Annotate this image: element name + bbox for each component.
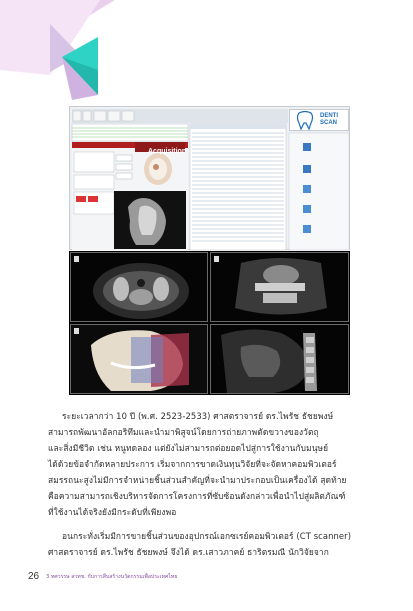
tooth-logo-icon <box>292 111 318 131</box>
body-line-2: สามารถพัฒนาอัลกอริทึมและนำมาพิสูจน์โดยการถ่ายภาพตัดขวางของวัตถุ <box>48 427 319 437</box>
3d-skull-render <box>71 325 208 394</box>
logo-text-line1: DENTI <box>320 113 338 119</box>
page-number: 26 <box>28 571 40 582</box>
acquisition-label: Acquisition <box>148 148 187 155</box>
acquisition-window <box>69 106 350 250</box>
axial-slice-image <box>71 253 208 322</box>
sagittal-slice-image <box>211 325 349 394</box>
software-screenshot-figure <box>69 106 350 395</box>
3d-view-panel <box>70 324 208 394</box>
axial-view-panel <box>70 252 208 322</box>
body-line-3: และสิ่งมีชีวิต เช่น หนูทดลอง แต่ยังไม่สามารถต่อยอดไปสู่การใช้งานกับมนุษย์ <box>48 443 329 453</box>
body-line-6: คือความสามารถเชิงบริหารจัดการโครงการที่ซับซ้อนดังกล่าวเพื่อนำไปสู่ผลิตภัณฑ์ <box>48 491 346 501</box>
coronal-view-panel <box>210 252 349 322</box>
running-title: 3 ทศวรรษ สวทช. กับการสืบสร้างนวัตกรรมเพื่อประเทศไทย <box>46 574 178 580</box>
dentiscan-logo <box>289 109 349 131</box>
body-line-8: อนกระทั่งเริ่มมีการขายชิ้นส่วนของอุปกรณ์เอกซเรย์คอมพิวเตอร์ (CT scanner) <box>62 531 352 541</box>
ct-viewer-panels <box>69 251 350 395</box>
body-line-7: ที่ใช้งานได้จริงยังมีกระดับที่เพียงพอ <box>48 507 177 517</box>
body-line-9: ศาสตราจารย์ ดร.ไพรัช ธัชยพงษ์ จึงได้ ดร.เสาวภาคย์ ธาริตรมณี นักวิจัยจาก <box>48 547 329 557</box>
sagittal-view-panel <box>210 324 349 394</box>
logo-text-line2: SCAN <box>320 120 338 126</box>
body-line-1: ระยะเวลากว่า 10 ปี (พ.ศ. 2523-2533) ศาสตราจารย์ ดร.ไพรัช ธัชยพงษ์ <box>62 411 334 421</box>
coronal-slice-image <box>211 253 349 322</box>
body-line-5: สมรรถนะสูงไม่มีการจำหน่ายชิ้นส่วนสำคัญที่จะนำมาประกอบเป็นเครื่องได้ สุดท้าย <box>48 475 347 485</box>
body-line-4: ได้ด้วยข้อจำกัดหลายประการ เริ่มจากการขาดเงินทุนวิจัยที่จะจัดหาคอมพิวเตอร์ <box>48 459 337 469</box>
